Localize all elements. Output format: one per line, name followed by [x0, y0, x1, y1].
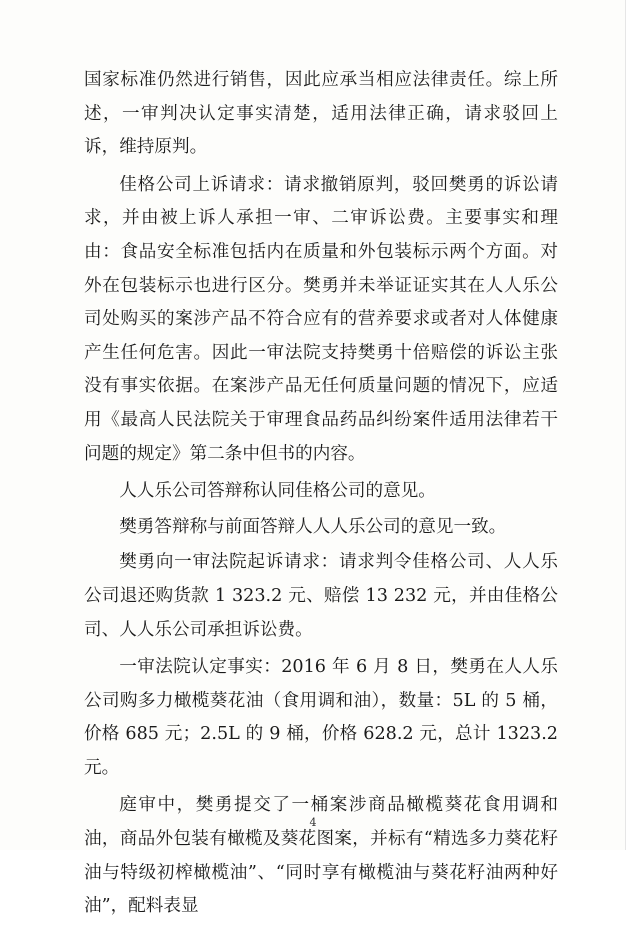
page-number: 4	[309, 816, 317, 829]
paragraph-fanyong-claim: 樊勇向一审法院起诉请求：请求判令佳格公司、人人乐公司退还购货款 1 323.2 元、赔偿 13 232 元，并由佳格公司、人人乐公司承担诉讼费。	[84, 552, 558, 640]
document-body	[84, 64, 558, 928]
paragraph-renrenle-defense: 人人乐公司答辩称认同佳格公司的意见。	[119, 481, 436, 502]
paragraph-first-instance-facts: 一审法院认定事实：2016 年 6 月 8 日，樊勇在人人乐公司购多力橄榄葵花油（食用调和油），数量：5L 的 5 桶，价格 685 元；2.5L 的 9 桶，价格 628.2 元，总计 1323.2 元。	[84, 657, 558, 778]
paragraph-conclusion: 国家标准仍然进行销售，因此应承当相应法律责任。综上所述，一审判决认定事实清楚，适用法律正确，请求驳回上诉，维持原判。	[84, 70, 558, 158]
paragraph-trial-evidence: 庭审中，樊勇提交了一桶案涉商品橄榄葵花食用调和油，商品外包装有橄榄及葵花图案，并标有“精选多力葵花籽油与特级初榨橄榄油”、“同时享有橄榄油与葵花籽油两种好油”，配料表显	[84, 795, 558, 917]
paragraph-fanyong-defense: 樊勇答辩称与前面答辩人人人乐公司的意见一致。	[119, 516, 507, 537]
paragraph-jiage-appeal: 佳格公司上诉请求：请求撤销原判，驳回樊勇的诉讼请求，并由被上诉人承担一审、二审诉讼费。主要事实和理由：食品安全标准包括内在质量和外包装标示两个方面。对外在包装标示也进行区分。樊勇并未举证证实其在人人乐公司处购买的案涉产品不符合应有的营养要求或者对人体健康产生任何危害。因此一审法院支持樊勇十倍赔偿的诉讼主张没有事实依据。在案涉产品无任何质量问题的情况下，应适用《最高人民法院关于审理食品药品纠纷案件适用法律若干问题的规定》第二条中但书的内容。	[84, 174, 558, 464]
